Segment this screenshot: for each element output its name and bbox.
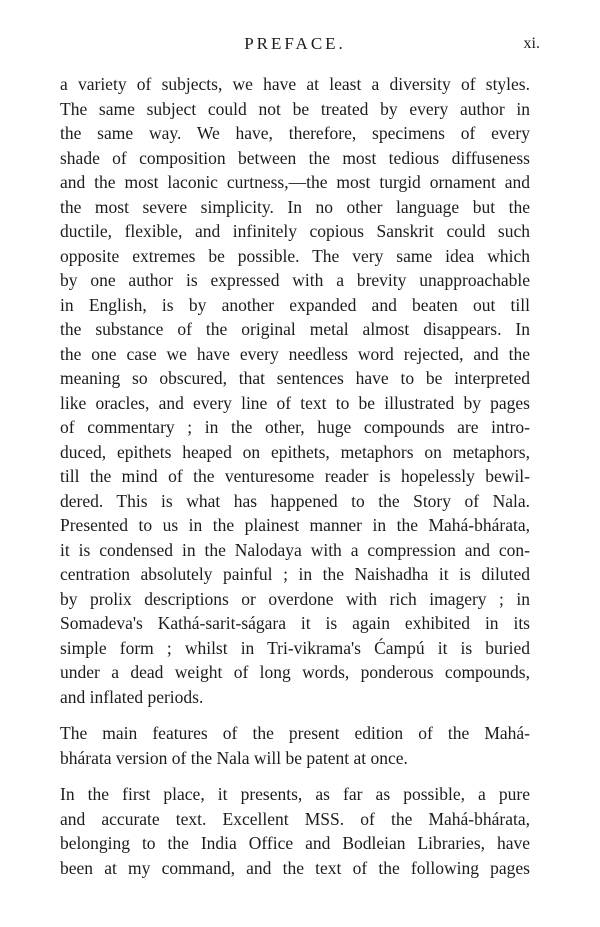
paragraph-gap [60, 770, 530, 782]
paragraph [60, 721, 530, 770]
text-line: meaning so obscured, that sentences have to be interpreted [60, 368, 530, 388]
text-line: dered. This is what has happened to the Story of Nala. [60, 490, 530, 511]
text-line: by one author is expressed with a brevity unapproachable [60, 270, 530, 290]
text-line: shade of composition between the most tedious diffuseness [60, 147, 530, 168]
text-line: The same subject could not be treated by every author in [60, 98, 530, 119]
text-line: The main features of the present edition of the Mahá- [60, 723, 530, 743]
text-line: Somadeva's Kathá-sarit-ságara it is again exhibited in its [60, 613, 530, 633]
text-line: till the mind of the venturesome reader is hopelessly bewil- [60, 466, 530, 486]
text-line: of commentary ; in the other, huge compounds are intro- [60, 417, 530, 437]
running-title: PREFACE. [244, 34, 346, 53]
text-line: it is condensed in the Nalodaya with a compression and con- [60, 539, 530, 560]
text-line: a variety of subjects, we have at least a diversity of styles. [60, 74, 530, 94]
text-line: the one case we have every needless word rejected, and the [60, 343, 530, 364]
paragraph [60, 782, 530, 880]
text-line: centration absolutely painful ; in the Naishadha it is diluted [60, 564, 530, 584]
paragraph [60, 72, 530, 709]
text-line: the substance of the original metal almost disappears. In [60, 319, 530, 339]
text-line: and accurate text. Excellent MSS. of the Mahá-bhárata, [60, 808, 530, 829]
text-line: ductile, flexible, and infinitely copious Sanskrit could such [60, 221, 530, 241]
text-line: simple form ; whilst in Tri-vikrama's Ćampú it is buried [60, 637, 530, 658]
text-line: the most severe simplicity. In no other language but the [60, 196, 530, 217]
body-text [60, 72, 530, 880]
text-line: Presented to us in the plainest manner in the Mahá-bhárata, [60, 515, 530, 535]
text-line: belonging to the India Office and Bodleian Libraries, have [60, 833, 530, 853]
text-line: In the first place, it presents, as far as possible, a pure [60, 784, 530, 804]
text-line: the same way. We have, therefore, specimens of every [60, 123, 530, 143]
text-line: in English, is by another expanded and beaten out till [60, 294, 530, 315]
text-line: and inflated periods. [60, 686, 204, 707]
text-line: under a dead weight of long words, ponderous compounds, [60, 662, 530, 682]
text-line: bhárata version of the Nala will be patent at once. [60, 747, 408, 768]
page-header [60, 34, 540, 58]
paragraph-gap [60, 709, 530, 721]
page-number: xi. [523, 35, 540, 52]
text-line: been at my command, and the text of the following pages [60, 857, 530, 878]
text-line: opposite extremes be possible. The very same idea which [60, 245, 530, 266]
text-line: duced, epithets heaped on epithets, metaphors on metaphors, [60, 441, 530, 462]
text-line: like oracles, and every line of text to be illustrated by pages [60, 392, 530, 413]
text-line: and the most laconic curtness,—the most turgid ornament and [60, 172, 530, 192]
text-line: by prolix descriptions or overdone with rich imagery ; in [60, 588, 530, 609]
